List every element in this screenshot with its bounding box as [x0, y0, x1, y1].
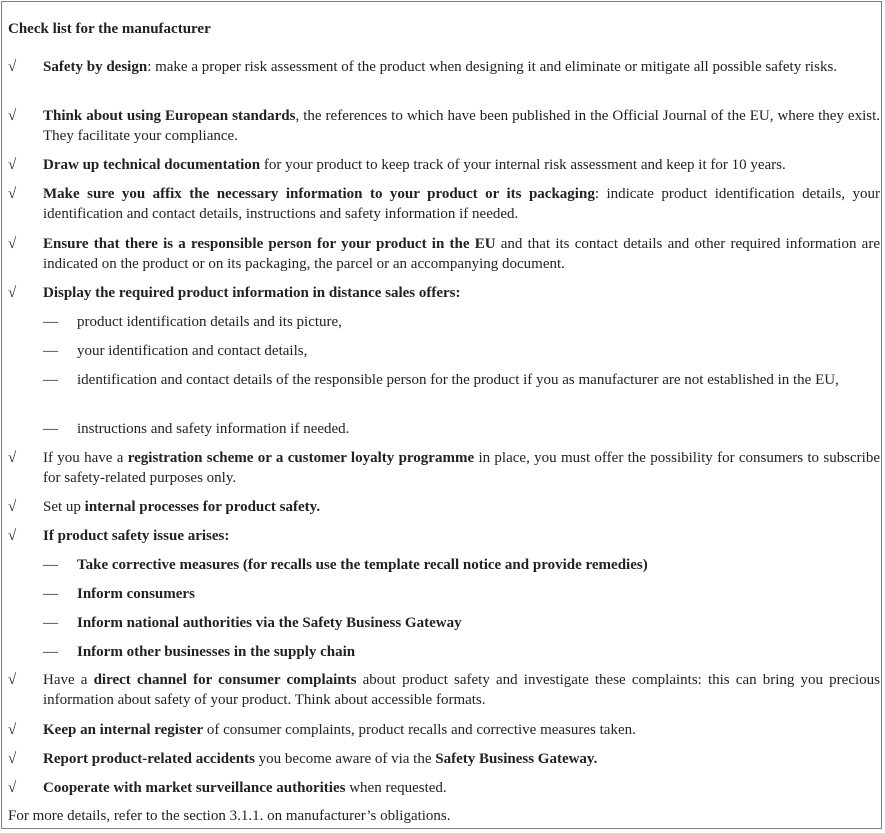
sub-item-bold: Inform national authorities via the Safety Business Gateway — [77, 615, 462, 631]
item-bold: Make sure you affix the necessary information to your product or its packaging — [43, 186, 595, 202]
item-rest: about product safety and investigate these complaints: this can bring you precious information about safety of your product. Think about accessible formats. — [43, 672, 880, 708]
item-text — [43, 106, 880, 146]
item-pre: Have a — [43, 672, 94, 688]
item-text — [43, 497, 880, 517]
dash-icon: — — [43, 644, 58, 660]
item-rest: for your product to keep track of your internal risk assessment and keep it for 10 years. — [260, 157, 786, 173]
sub-item-bold: Take corrective measures (for recalls use the template recall notice and provide remedies) — [77, 557, 648, 573]
item-bold: If product safety issue arises: — [43, 528, 230, 544]
checkmark-icon: √ — [8, 672, 17, 688]
item-text — [43, 283, 880, 303]
item-rest: of consumer complaints, product recalls and corrective measures taken. — [203, 722, 636, 738]
item-bold: Cooperate with market surveillance authorities — [43, 780, 346, 796]
item-text — [43, 526, 880, 546]
dash-icon: — — [43, 615, 58, 631]
checkmark-icon: √ — [8, 108, 17, 124]
checkmark-icon: √ — [8, 722, 17, 738]
sub-item-bold: Inform consumers — [77, 586, 195, 602]
item-rest: you become aware of via the — [254, 751, 436, 767]
item-rest: when requested. — [345, 780, 447, 796]
checkmark-icon: √ — [8, 157, 17, 173]
item-bold: internal processes for product safety. — [84, 499, 321, 515]
dash-icon: — — [43, 586, 58, 602]
item-bold: Think about using European standards — [43, 108, 296, 124]
sub-item-text — [77, 613, 880, 633]
item-rest: in place, you must offer the possibility for consumers to subscribe for safety-related purposes only. — [43, 450, 881, 486]
item-text — [43, 234, 880, 274]
item-text — [43, 670, 880, 710]
checklist-title: Check list for the manufacturer — [8, 21, 211, 37]
item-bold: Keep an internal register — [43, 722, 204, 738]
item-text — [43, 184, 880, 224]
dash-icon: — — [43, 314, 58, 330]
sub-item-bold: Inform other businesses in the supply chain — [77, 644, 356, 660]
item-text — [43, 57, 880, 77]
dash-icon: — — [43, 372, 58, 388]
item-text — [43, 155, 880, 175]
item-rest: : indicate product identification details, your identification and contact details, instructions and safety information if needed. — [43, 186, 880, 222]
item-bold: Safety by design — [43, 59, 148, 75]
checkmark-icon: √ — [8, 499, 17, 515]
item-bold: Ensure that there is a responsible person for your product in the EU — [43, 236, 496, 252]
sub-item-text — [77, 555, 880, 575]
item-text — [43, 448, 880, 488]
checkmark-icon: √ — [8, 59, 17, 75]
item-bold: registration scheme or a customer loyalty programme — [127, 450, 475, 466]
item-pre: Set up — [43, 499, 85, 515]
sub-item-text: identification and contact details of the responsible person for the product if you as manufacturer are not established in the EU, — [77, 372, 839, 388]
item-rest: and that its contact details and other required information are indicated on the product or on its packaging, the parcel or an accompanying document. — [43, 236, 880, 272]
item-rest: , the references to which have been published in the Official Journal of the EU, where they exist. They facilitate your compliance. — [43, 108, 881, 144]
item-bold: Display the required product information in distance sales offers: — [43, 285, 461, 301]
item-bold: direct channel for consumer complaints — [93, 672, 357, 688]
checkmark-icon: √ — [8, 285, 17, 301]
item-bold: Report product-related accidents — [43, 751, 255, 767]
dash-icon: — — [43, 421, 58, 437]
dash-icon: — — [43, 343, 58, 359]
item-text — [43, 749, 880, 769]
checkmark-icon: √ — [8, 751, 17, 767]
checkmark-icon: √ — [8, 236, 17, 252]
item-text — [43, 778, 880, 798]
item-bold-2: Safety Business Gateway. — [435, 751, 598, 767]
sub-item-text: your identification and contact details, — [77, 343, 308, 359]
dash-icon: — — [43, 557, 58, 573]
checkmark-icon: √ — [8, 186, 17, 202]
sub-item-text: instructions and safety information if needed. — [77, 421, 350, 437]
sub-item-text: product identification details and its picture, — [77, 314, 342, 330]
sub-item-text — [77, 584, 880, 604]
footer-note: For more details, refer to the section 3.1.1. on manufacturer’s obligations. — [8, 808, 451, 824]
item-text — [43, 720, 880, 740]
sub-item-text — [77, 642, 880, 662]
item-bold: Draw up technical documentation — [43, 157, 261, 173]
item-pre: If you have a — [43, 450, 128, 466]
checkmark-icon: √ — [8, 528, 17, 544]
checkmark-icon: √ — [8, 780, 17, 796]
item-rest: : make a proper risk assessment of the product when designing it and eliminate or mitigate all possible safety risks. — [147, 59, 838, 75]
checkmark-icon: √ — [8, 450, 17, 466]
